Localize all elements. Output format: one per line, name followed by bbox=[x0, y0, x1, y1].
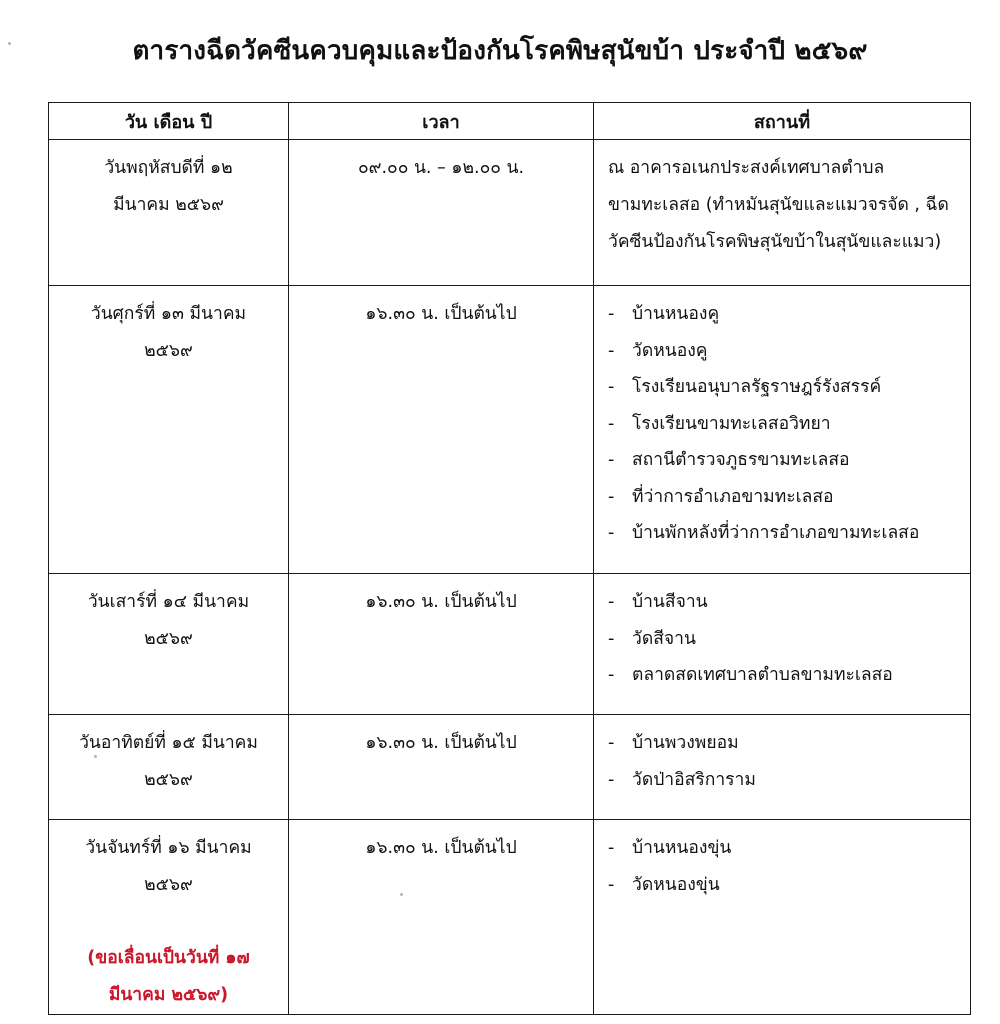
time-cell bbox=[289, 715, 594, 820]
date-cell bbox=[49, 715, 289, 820]
place-name: วัดสีจาน bbox=[632, 628, 696, 649]
place-name: สถานีตำรวจภูธรขามทะเลสอ bbox=[632, 450, 850, 470]
list-item bbox=[608, 406, 960, 443]
document-title: ตารางฉีดวัคซีนควบคุมและป้องกันโรคพิษสุนัขบ้า ประจำปี ๒๕๖๙ bbox=[132, 36, 868, 66]
place-name: วัดหนองขุ่น bbox=[632, 874, 720, 895]
place-name: บ้านหนองขุ่น bbox=[632, 838, 732, 858]
table-row bbox=[49, 820, 971, 1015]
time-cell bbox=[289, 820, 594, 1015]
postponement-note bbox=[57, 940, 280, 1014]
date-cell bbox=[49, 820, 289, 1015]
vaccination-schedule-table bbox=[48, 102, 971, 1015]
bullet-dash: - bbox=[608, 377, 615, 397]
bullet-dash: - bbox=[608, 413, 615, 434]
time-text: ๑๖.๓๐ น. เป็นต้นไป bbox=[365, 733, 517, 753]
place-name: โรงเรียนขามทะเลสอวิทยา bbox=[632, 413, 831, 434]
place-list bbox=[608, 584, 960, 694]
list-item bbox=[608, 867, 960, 904]
list-item bbox=[608, 621, 960, 658]
list-item bbox=[608, 725, 960, 762]
date-text: ๒๕๖๙ bbox=[144, 875, 193, 895]
time-cell bbox=[289, 140, 594, 286]
place-name: ที่ว่าการอำเภอขามทะเลสอ bbox=[632, 486, 834, 507]
date-text: วันอาทิตย์ที่ ๑๕ มีนาคม bbox=[79, 733, 258, 753]
time-text: ๑๖.๓๐ น. เป็นต้นไป bbox=[365, 304, 517, 324]
table-row bbox=[49, 286, 971, 574]
place-name: บ้านหนองคู bbox=[632, 304, 720, 324]
note-text: (ขอเลื่อนเป็นวันที่ ๑๗ bbox=[87, 948, 250, 968]
date-text: ๒๕๖๙ bbox=[144, 629, 193, 649]
date-text: วันพฤหัสบดีที่ ๑๒ bbox=[104, 158, 233, 178]
date-text: วันเสาร์ที่ ๑๔ มีนาคม bbox=[87, 592, 250, 612]
time-cell bbox=[289, 286, 594, 574]
time-text: ๐๙.๐๐ น. – ๑๒.๐๐ น. bbox=[357, 158, 525, 178]
place-name: บ้านพวงพยอม bbox=[632, 733, 739, 753]
bullet-dash: - bbox=[608, 450, 615, 470]
place-cell bbox=[594, 286, 971, 574]
list-item bbox=[608, 442, 960, 479]
place-name: ตลาดสดเทศบาลตำบลขามทะเลสอ bbox=[632, 665, 893, 685]
bullet-dash: - bbox=[608, 628, 615, 649]
date-cell bbox=[49, 140, 289, 286]
date-text: ๒๕๖๙ bbox=[144, 341, 193, 361]
place-text: ณ อาคารอเนกประสงค์เทศบาลตำบล ขามทะเลสอ (ทำหมันสุนัขและแมวจรจัด , ฉีดวัคซีนป้องกันโรคพิษสุนัขบ้าในสุนัขและแมว) bbox=[608, 158, 949, 252]
bullet-dash: - bbox=[608, 340, 615, 361]
list-item bbox=[608, 296, 960, 333]
bullet-dash: - bbox=[608, 838, 615, 858]
date-cell bbox=[49, 286, 289, 574]
place-name: โรงเรียนอนุบาลรัฐราษฎร์รังสรรค์ bbox=[632, 377, 882, 397]
list-item bbox=[608, 369, 960, 406]
bullet-dash: - bbox=[608, 486, 615, 507]
place-name: บ้านสีจาน bbox=[632, 592, 708, 612]
list-item bbox=[608, 515, 960, 552]
time-text: ๑๖.๓๐ น. เป็นต้นไป bbox=[365, 838, 517, 858]
bullet-dash: - bbox=[608, 304, 615, 324]
table-row bbox=[49, 574, 971, 715]
bullet-dash: - bbox=[608, 523, 615, 543]
time-cell bbox=[289, 574, 594, 715]
column-header-date: วัน เดือน ปี bbox=[49, 103, 289, 140]
bullet-dash: - bbox=[608, 665, 615, 685]
note-text: มีนาคม ๒๕๖๙) bbox=[108, 985, 229, 1005]
list-item bbox=[608, 762, 960, 799]
date-text: ๒๕๖๙ bbox=[144, 770, 193, 790]
place-name: บ้านพักหลังที่ว่าการอำเภอขามทะเลสอ bbox=[632, 523, 920, 543]
table-header-row bbox=[49, 103, 971, 140]
date-text: วันจันทร์ที่ ๑๖ มีนาคม bbox=[85, 838, 252, 858]
list-item bbox=[608, 479, 960, 516]
place-list bbox=[608, 725, 960, 798]
list-item bbox=[608, 333, 960, 370]
place-cell bbox=[594, 715, 971, 820]
place-list bbox=[608, 296, 960, 552]
bullet-dash: - bbox=[608, 733, 615, 753]
place-cell bbox=[594, 574, 971, 715]
bullet-dash: - bbox=[608, 592, 615, 612]
place-cell bbox=[594, 140, 971, 286]
bullet-dash: - bbox=[608, 874, 615, 895]
column-header-time: เวลา bbox=[289, 103, 594, 140]
place-cell bbox=[594, 820, 971, 1015]
place-name: วัดป่าอิสริการาม bbox=[632, 769, 756, 790]
date-cell bbox=[49, 574, 289, 715]
list-item bbox=[608, 830, 960, 867]
date-text: มีนาคม ๒๕๖๙ bbox=[113, 195, 224, 215]
list-item bbox=[608, 584, 960, 621]
date-text: วันศุกร์ที่ ๑๓ มีนาคม bbox=[90, 304, 247, 324]
place-name: วัดหนองคู bbox=[632, 340, 708, 361]
place-list bbox=[608, 830, 960, 903]
bullet-dash: - bbox=[608, 769, 615, 790]
table-row bbox=[49, 715, 971, 820]
table-row bbox=[49, 140, 971, 286]
column-header-place: สถานที่ bbox=[594, 103, 971, 140]
list-item bbox=[608, 657, 960, 694]
time-text: ๑๖.๓๐ น. เป็นต้นไป bbox=[365, 592, 517, 612]
